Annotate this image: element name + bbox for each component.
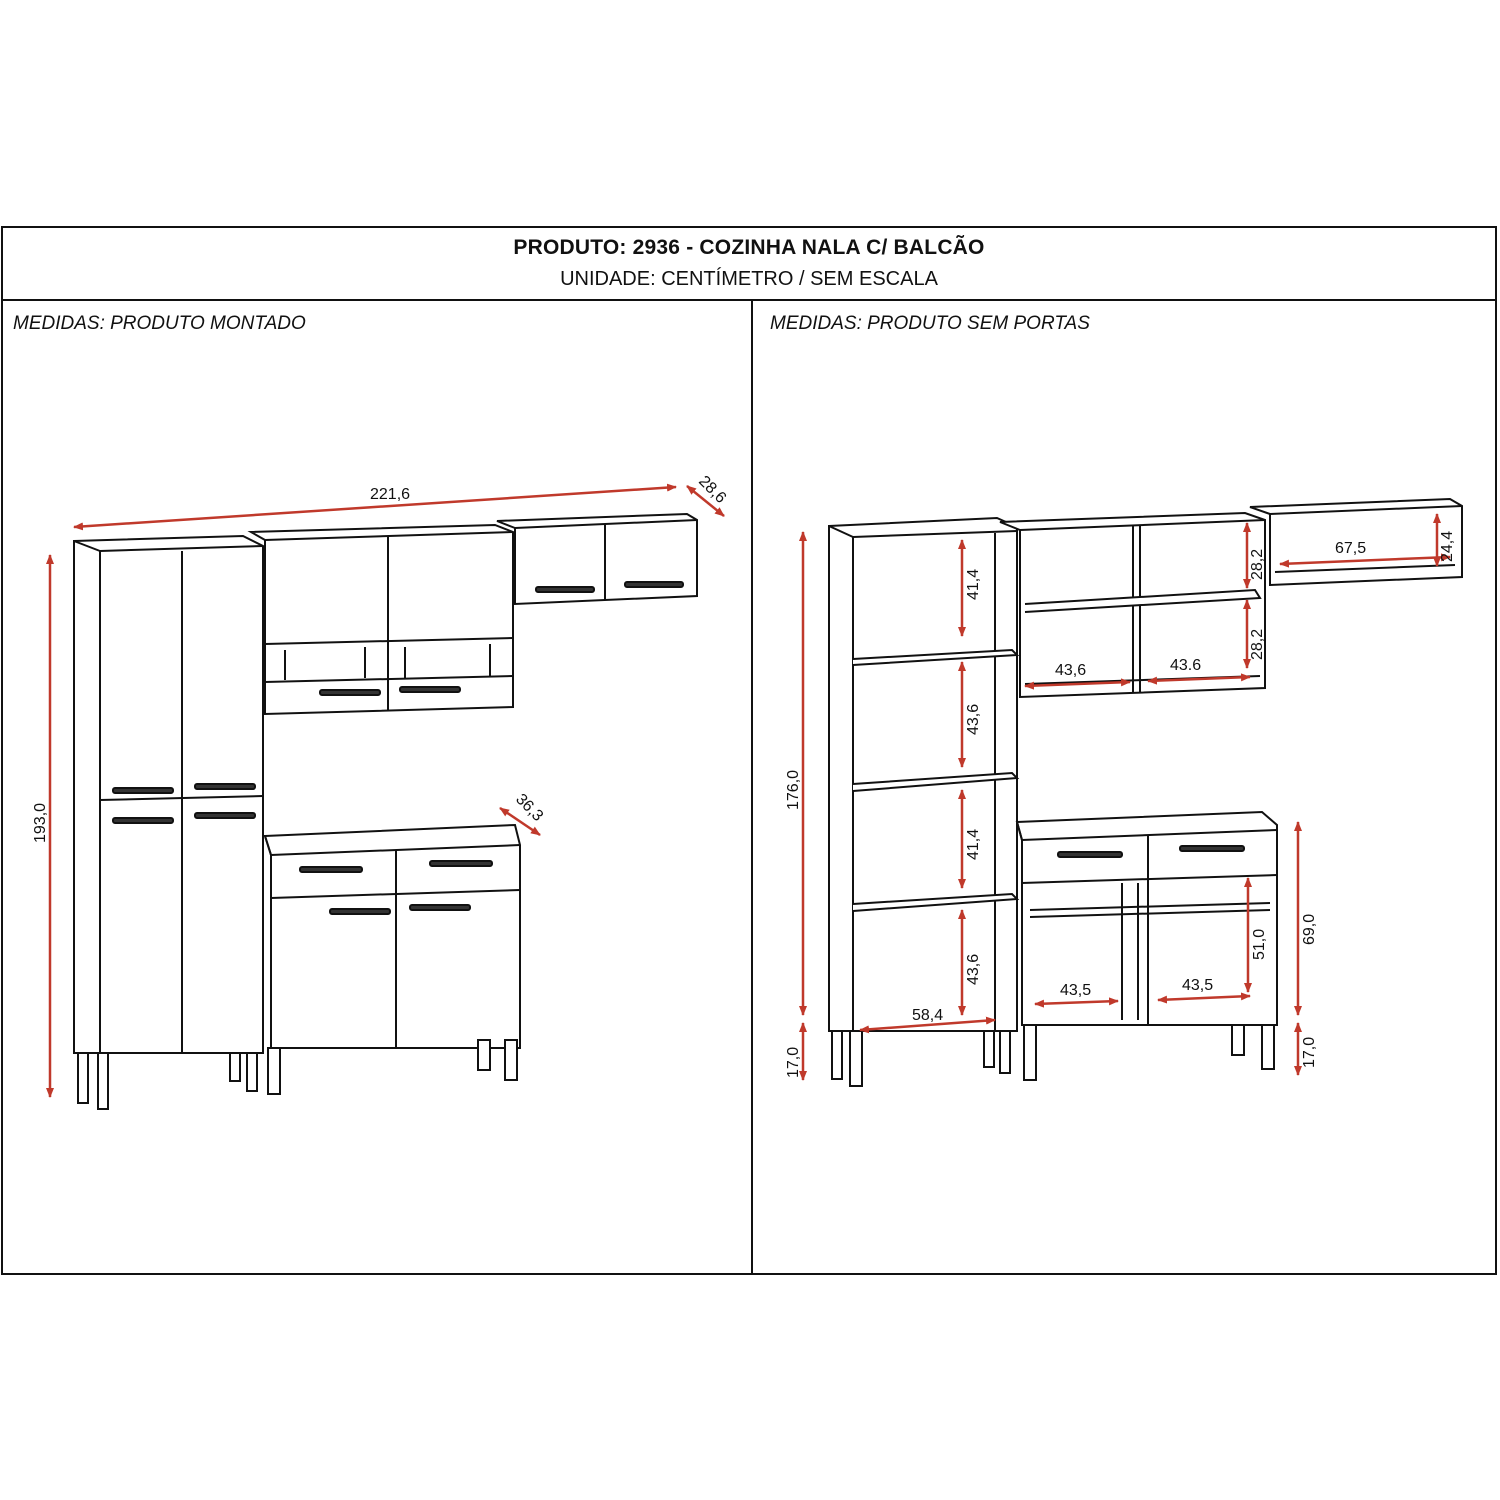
dim-upper-width-a: 43,6 xyxy=(1055,662,1087,679)
dim-aerial-width: 67,5 xyxy=(1335,540,1367,557)
dim-total-height: 193,0 xyxy=(32,802,49,843)
open-kitchen xyxy=(829,499,1462,1086)
dim-counter-width-b: 43,5 xyxy=(1182,977,1214,994)
dim-total-width: 221,6 xyxy=(370,486,411,503)
dim-tall-height: 176,0 xyxy=(785,769,802,810)
counter-cabinet xyxy=(265,825,520,1094)
dim-shelf-1: 41,4 xyxy=(965,568,982,600)
dim-depth-upper: 28,6 xyxy=(695,472,730,507)
unit-note: UNIDADE: CENTÍMETRO / SEM ESCALA xyxy=(560,268,938,290)
counter-open xyxy=(1017,812,1277,1080)
dim-upper-width-b: 43.6 xyxy=(1170,657,1202,674)
assembled-kitchen xyxy=(74,514,697,1109)
dim-upper-niche-top: 28,2 xyxy=(1249,548,1266,580)
dim-leg-left: 17,0 xyxy=(785,1046,802,1078)
dim-leg-right: 17,0 xyxy=(1301,1036,1318,1068)
dim-shelf-4: 43,6 xyxy=(965,953,982,985)
tall-shelving xyxy=(829,518,1017,1086)
upper-open-cabinet xyxy=(1000,513,1265,697)
dim-counter-width-a: 43,5 xyxy=(1060,982,1092,999)
tall-cabinet xyxy=(74,536,263,1109)
dim-aerial-height: 24,4 xyxy=(1439,530,1456,562)
dim-shelf-2: 43,6 xyxy=(965,703,982,735)
aerial-cabinet xyxy=(497,514,697,604)
dim-shelf-3: 41,4 xyxy=(965,828,982,860)
upper-cabinet xyxy=(251,525,513,714)
product-title: PRODUTO: 2936 - COZINHA NALA C/ BALCÃO xyxy=(513,236,985,259)
dim-depth-counter: 36,3 xyxy=(512,790,547,825)
dim-upper-niche-bottom: 28,2 xyxy=(1249,628,1266,660)
left-panel-label: MEDIDAS: PRODUTO MONTADO xyxy=(13,313,306,334)
dim-counter-height: 69,0 xyxy=(1301,913,1318,945)
right-panel-label: MEDIDAS: PRODUTO SEM PORTAS xyxy=(770,313,1090,334)
dim-counter-inner-height: 51,0 xyxy=(1251,928,1268,960)
dim-tall-inner-width: 58,4 xyxy=(912,1007,944,1024)
